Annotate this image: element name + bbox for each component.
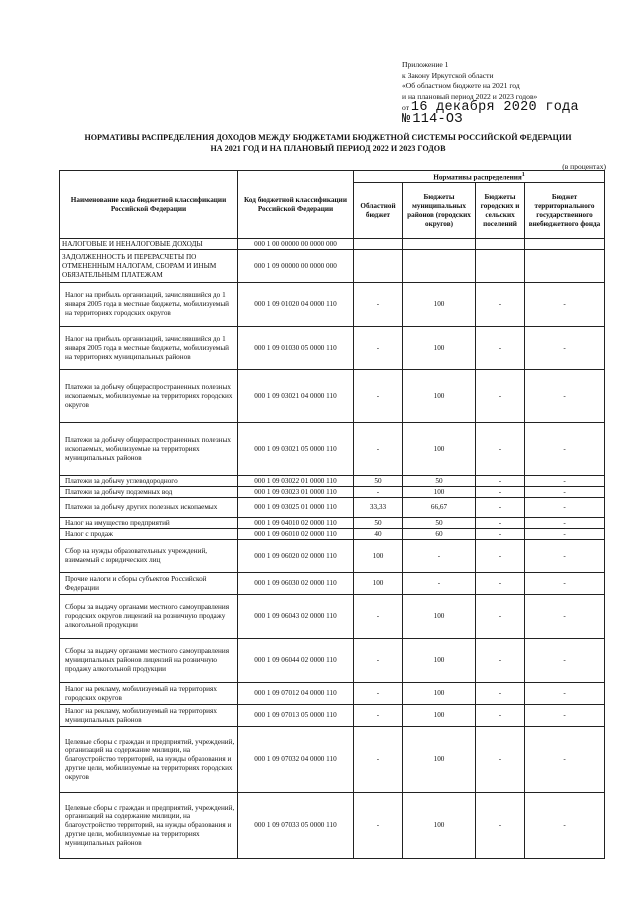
cell-regional: 100 bbox=[354, 573, 403, 595]
cell-municipal: 100 bbox=[403, 793, 476, 859]
cell-name: Налог на рекламу, мобилизуемый на территориях городских округов bbox=[60, 683, 238, 705]
cell-fund: - bbox=[525, 518, 605, 529]
cell-regional: - bbox=[354, 595, 403, 639]
cell-name: Платежи за добычу подземных вод bbox=[60, 487, 238, 498]
cell-regional: - bbox=[354, 793, 403, 859]
cell-fund: - bbox=[525, 498, 605, 518]
cell-name: Сборы за выдачу органами местного самоуправления муниципальных районов лицензий на розничную продажу алкогольной продукции bbox=[60, 639, 238, 683]
cell-fund bbox=[525, 239, 605, 250]
header-code: Код бюджетной классификации Российской Федерации bbox=[238, 171, 354, 239]
cell-regional: - bbox=[354, 487, 403, 498]
title-line-1: НОРМАТИВЫ РАСПРЕДЕЛЕНИЯ ДОХОДОВ МЕЖДУ БЮДЖЕТАМИ БЮДЖЕТНОЙ СИСТЕМЫ РОССИЙСКОЙ ФЕДЕРАЦИИ bbox=[84, 133, 572, 142]
appendix-line-1: Приложение 1 bbox=[402, 60, 449, 69]
cell-urban: - bbox=[476, 573, 525, 595]
header-regional: Областной бюджет bbox=[354, 183, 403, 239]
cell-fund: - bbox=[525, 705, 605, 727]
cell-urban: - bbox=[476, 423, 525, 476]
cell-urban: - bbox=[476, 639, 525, 683]
cell-municipal: 100 bbox=[403, 487, 476, 498]
cell-code: 000 1 09 03022 01 0000 110 bbox=[238, 476, 354, 487]
cell-name: Платежи за добычу общераспространенных полезных ископаемых, мобилизуемые на территориях муниципальных районов bbox=[60, 423, 238, 476]
cell-urban: - bbox=[476, 540, 525, 573]
appendix-header bbox=[402, 60, 579, 126]
cell-regional: - bbox=[354, 683, 403, 705]
number-prefix: № bbox=[402, 112, 411, 128]
cell-municipal: 100 bbox=[403, 327, 476, 370]
cell-municipal bbox=[403, 239, 476, 250]
cell-regional: - bbox=[354, 283, 403, 327]
cell-name: Налог с продаж bbox=[60, 529, 238, 540]
cell-urban: - bbox=[476, 595, 525, 639]
cell-regional: 100 bbox=[354, 540, 403, 573]
cell-municipal: 100 bbox=[403, 370, 476, 423]
cell-name: Прочие налоги и сборы субъектов Российской Федерации bbox=[60, 573, 238, 595]
appendix-line-3: «Об областном бюджете на 2021 год bbox=[402, 81, 520, 91]
cell-name: Платежи за добычу других полезных ископаемых bbox=[60, 498, 238, 518]
cell-name: Налог на имущество предприятий bbox=[60, 518, 238, 529]
cell-municipal: 100 bbox=[403, 423, 476, 476]
cell-code: 000 1 09 06020 02 0000 110 bbox=[238, 540, 354, 573]
cell-urban: - bbox=[476, 793, 525, 859]
cell-regional: 33,33 bbox=[354, 498, 403, 518]
table-row bbox=[60, 239, 605, 250]
header-norms-footnote: 1 bbox=[521, 172, 525, 178]
header-municipal: Бюджеты муниципальных районов (городских округов) bbox=[403, 183, 476, 239]
cell-regional: 40 bbox=[354, 529, 403, 540]
title-line-2: НА 2021 ГОД И НА ПЛАНОВЫЙ ПЕРИОД 2022 И 2023 ГОДОВ bbox=[210, 144, 446, 153]
cell-municipal: 50 bbox=[403, 518, 476, 529]
header-norms bbox=[354, 171, 605, 183]
table-row bbox=[60, 370, 605, 423]
distribution-table bbox=[59, 170, 605, 859]
table-row bbox=[60, 683, 605, 705]
table-row bbox=[60, 595, 605, 639]
cell-code: 000 1 09 07012 04 0000 110 bbox=[238, 683, 354, 705]
header-name: Наименование кода бюджетной классификации Российской Федерации bbox=[60, 171, 238, 239]
cell-municipal: 100 bbox=[403, 639, 476, 683]
cell-regional bbox=[354, 239, 403, 250]
table-row bbox=[60, 283, 605, 327]
cell-fund: - bbox=[525, 327, 605, 370]
cell-code: 000 1 09 07032 04 0000 110 bbox=[238, 727, 354, 793]
table-row bbox=[60, 540, 605, 573]
cell-fund: - bbox=[525, 540, 605, 573]
cell-urban: - bbox=[476, 705, 525, 727]
cell-regional bbox=[354, 250, 403, 283]
cell-name: Платежи за добычу общераспространенных полезных ископаемых, мобилизуемые на территориях городских округов bbox=[60, 370, 238, 423]
cell-urban: - bbox=[476, 283, 525, 327]
table-row bbox=[60, 529, 605, 540]
number-value: 114-ОЗ bbox=[412, 112, 463, 128]
table-row bbox=[60, 518, 605, 529]
cell-municipal: - bbox=[403, 540, 476, 573]
cell-name: НАЛОГОВЫЕ И НЕНАЛОГОВЫЕ ДОХОДЫ bbox=[60, 239, 238, 250]
cell-code: 000 1 09 06030 02 0000 110 bbox=[238, 573, 354, 595]
table-row bbox=[60, 250, 605, 283]
cell-name: Сборы за выдачу органами местного самоуправления городских округов лицензий на розничную продажу алкогольной продукции bbox=[60, 595, 238, 639]
cell-municipal: - bbox=[403, 573, 476, 595]
cell-municipal: 100 bbox=[403, 705, 476, 727]
cell-regional: - bbox=[354, 423, 403, 476]
table-row bbox=[60, 727, 605, 793]
cell-name: Целевые сборы с граждан и предприятий, учреждений, организаций на содержание милиции, на благоустройство территорий, на нужды образования и другие цели, мобилизуемые на территориях муниципальных районов bbox=[60, 793, 238, 859]
cell-code: 000 1 09 07013 05 0000 110 bbox=[238, 705, 354, 727]
cell-code: 000 1 09 00000 00 0000 000 bbox=[238, 250, 354, 283]
table-row bbox=[60, 487, 605, 498]
cell-code: 000 1 09 06043 02 0000 110 bbox=[238, 595, 354, 639]
cell-urban: - bbox=[476, 518, 525, 529]
cell-regional: - bbox=[354, 705, 403, 727]
header-fund: Бюджет территориального государственного внебюджетного фонда bbox=[525, 183, 605, 239]
cell-name: Налог на прибыль организаций, зачислявшийся до 1 января 2005 года в местные бюджеты, мобилизуемый на территориях городских округов bbox=[60, 283, 238, 327]
cell-urban: - bbox=[476, 327, 525, 370]
cell-name: Налог на прибыль организаций, зачислявшийся до 1 января 2005 года в местные бюджеты, мобилизуемый на территориях муниципальных районов bbox=[60, 327, 238, 370]
cell-regional: 50 bbox=[354, 476, 403, 487]
cell-municipal: 66,67 bbox=[403, 498, 476, 518]
date-value: 16 декабря 2020 года bbox=[410, 100, 579, 116]
cell-municipal bbox=[403, 250, 476, 283]
table-row bbox=[60, 573, 605, 595]
cell-code: 000 1 09 03023 01 0000 110 bbox=[238, 487, 354, 498]
cell-fund bbox=[525, 250, 605, 283]
appendix-line-4: и на плановый период 2022 и 2023 годов» bbox=[402, 91, 538, 101]
cell-regional: - bbox=[354, 327, 403, 370]
appendix-line-2: к Закону Иркутской области bbox=[402, 70, 494, 80]
header-norms-label: Нормативы распределения bbox=[433, 173, 522, 182]
cell-urban: - bbox=[476, 727, 525, 793]
cell-urban: - bbox=[476, 487, 525, 498]
cell-fund: - bbox=[525, 423, 605, 476]
cell-municipal: 60 bbox=[403, 529, 476, 540]
unit-note: (в процентах) bbox=[562, 162, 606, 171]
cell-fund: - bbox=[525, 727, 605, 793]
table-row bbox=[60, 793, 605, 859]
cell-name: Налог на рекламу, мобилизуемый на территориях муниципальных районов bbox=[60, 705, 238, 727]
cell-fund: - bbox=[525, 793, 605, 859]
cell-fund: - bbox=[525, 595, 605, 639]
header-urban: Бюджеты городских и сельских поселений bbox=[476, 183, 525, 239]
cell-code: 000 1 09 03021 05 0000 110 bbox=[238, 423, 354, 476]
cell-code: 000 1 09 06044 02 0000 110 bbox=[238, 639, 354, 683]
date-prefix: от bbox=[402, 103, 410, 113]
cell-code: 000 1 09 04010 02 0000 110 bbox=[238, 518, 354, 529]
cell-fund: - bbox=[525, 639, 605, 683]
cell-municipal: 100 bbox=[403, 283, 476, 327]
cell-code: 000 1 09 06010 02 0000 110 bbox=[238, 529, 354, 540]
document-title bbox=[30, 132, 626, 154]
cell-fund: - bbox=[525, 683, 605, 705]
cell-regional: - bbox=[354, 370, 403, 423]
cell-code: 000 1 09 01020 04 0000 110 bbox=[238, 283, 354, 327]
cell-name: Сбор на нужды образовательных учреждений, взимаемый с юридических лиц bbox=[60, 540, 238, 573]
table-row bbox=[60, 476, 605, 487]
cell-name: Платежи за добычу углеводородного bbox=[60, 476, 238, 487]
table-body bbox=[60, 239, 605, 859]
cell-urban: - bbox=[476, 529, 525, 540]
cell-code: 000 1 09 01030 05 0000 110 bbox=[238, 327, 354, 370]
table-row bbox=[60, 705, 605, 727]
table-row bbox=[60, 327, 605, 370]
cell-municipal: 100 bbox=[403, 595, 476, 639]
cell-name: ЗАДОЛЖЕННОСТЬ И ПЕРЕРАСЧЕТЫ ПО ОТМЕНЕННЫМ НАЛОГАМ, СБОРАМ И ИНЫМ ОБЯЗАТЕЛЬНЫМ ПЛАТЕЖАМ bbox=[60, 250, 238, 283]
cell-fund: - bbox=[525, 370, 605, 423]
cell-municipal: 50 bbox=[403, 476, 476, 487]
appendix-number bbox=[402, 114, 579, 126]
cell-fund: - bbox=[525, 283, 605, 327]
cell-regional: - bbox=[354, 727, 403, 793]
cell-code: 000 1 09 07033 05 0000 110 bbox=[238, 793, 354, 859]
cell-fund: - bbox=[525, 487, 605, 498]
cell-municipal: 100 bbox=[403, 727, 476, 793]
cell-urban: - bbox=[476, 476, 525, 487]
cell-urban: - bbox=[476, 370, 525, 423]
cell-urban: - bbox=[476, 683, 525, 705]
cell-fund: - bbox=[525, 529, 605, 540]
cell-fund: - bbox=[525, 573, 605, 595]
cell-code: 000 1 09 03025 01 0000 110 bbox=[238, 498, 354, 518]
cell-fund: - bbox=[525, 476, 605, 487]
cell-code: 000 1 09 03021 04 0000 110 bbox=[238, 370, 354, 423]
cell-urban bbox=[476, 239, 525, 250]
cell-urban: - bbox=[476, 498, 525, 518]
table-row bbox=[60, 498, 605, 518]
cell-name: Целевые сборы с граждан и предприятий, учреждений, организаций на содержание милиции, на благоустройство территорий, на нужды образования и другие цели, мобилизуемые на территориях городских округов bbox=[60, 727, 238, 793]
cell-regional: - bbox=[354, 639, 403, 683]
cell-municipal: 100 bbox=[403, 683, 476, 705]
table-row bbox=[60, 423, 605, 476]
table-row bbox=[60, 639, 605, 683]
cell-regional: 50 bbox=[354, 518, 403, 529]
cell-code: 000 1 00 00000 00 0000 000 bbox=[238, 239, 354, 250]
cell-urban bbox=[476, 250, 525, 283]
